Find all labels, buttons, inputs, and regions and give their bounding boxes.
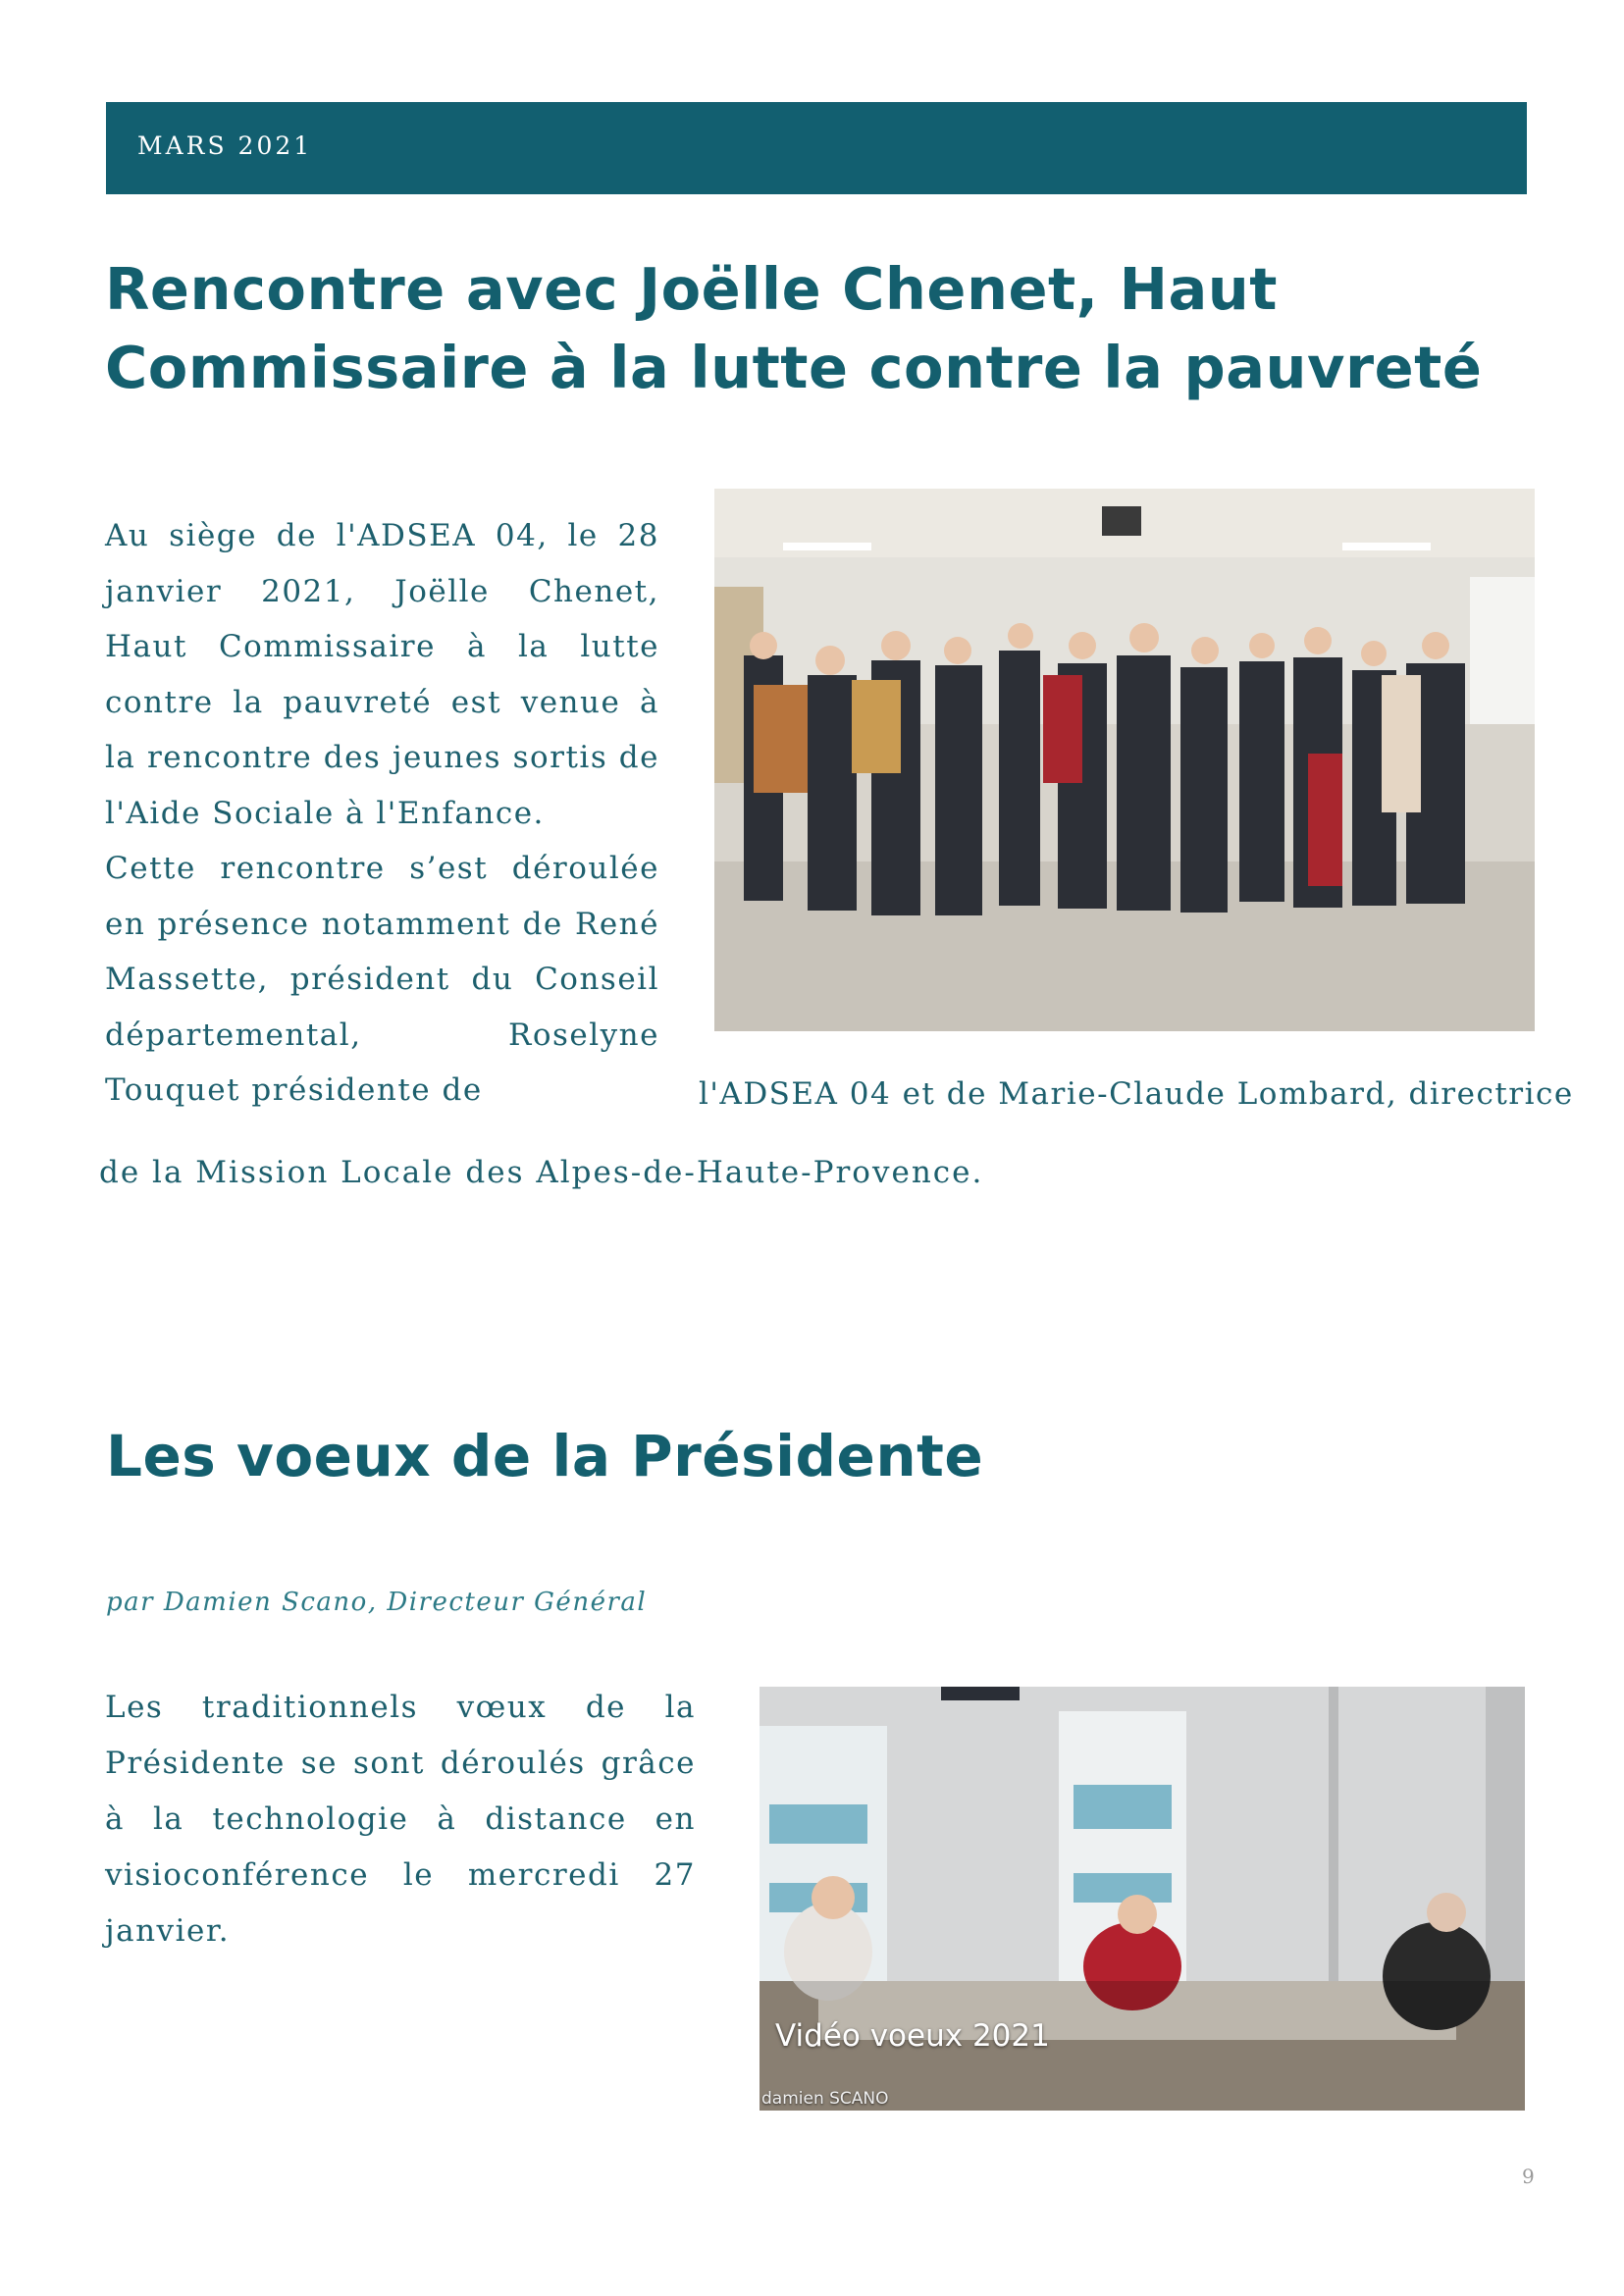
- header-band: [106, 102, 1527, 194]
- issue-date: MARS 2021: [137, 131, 313, 160]
- group-photo: [714, 489, 1535, 1031]
- video-thumbnail[interactable]: [760, 1687, 1525, 2111]
- article-paragraph: Au siège de l'ADSEA 04, le 28 janvier 2021, Joëlle Chenet, Haut Commissaire à la lutte contre la pauvreté est venue à la rencontre des jeunes sortis de l'Aide Sociale à l'Enfance.: [105, 518, 659, 831]
- article-paragraph-continuation: de la Mission Locale des Alpes-de-Haute-Provence.: [99, 1155, 984, 1190]
- section-paragraph: Les traditionnels vœux de la Présidente se sont déroulés grâce à la technologie à distance en visioconférence le mercredi 27 janvier.: [105, 1690, 696, 1949]
- article-paragraph-continuation: l'ADSEA 04 et de Marie-Claude Lombard, directrice: [699, 1076, 1574, 1112]
- video-caption: Vidéo voeux 2021: [775, 2018, 1050, 2054]
- article-paragraph: Cette rencontre s’est déroulée en présence notamment de René Massette, président du Conseil départemental, Roselyne Touquet présidente de: [105, 851, 659, 1108]
- page-number: 9: [1522, 2165, 1535, 2188]
- article-title: Rencontre avec Joëlle Chenet, Haut Commissaire à la lutte contre la pauvreté: [105, 255, 1483, 401]
- participant-name: damien SCANO: [761, 2089, 889, 2109]
- section-title: Les voeux de la Présidente: [106, 1423, 984, 1489]
- article-body: [105, 508, 659, 1119]
- byline: par Damien Scano, Directeur Général: [106, 1588, 648, 1617]
